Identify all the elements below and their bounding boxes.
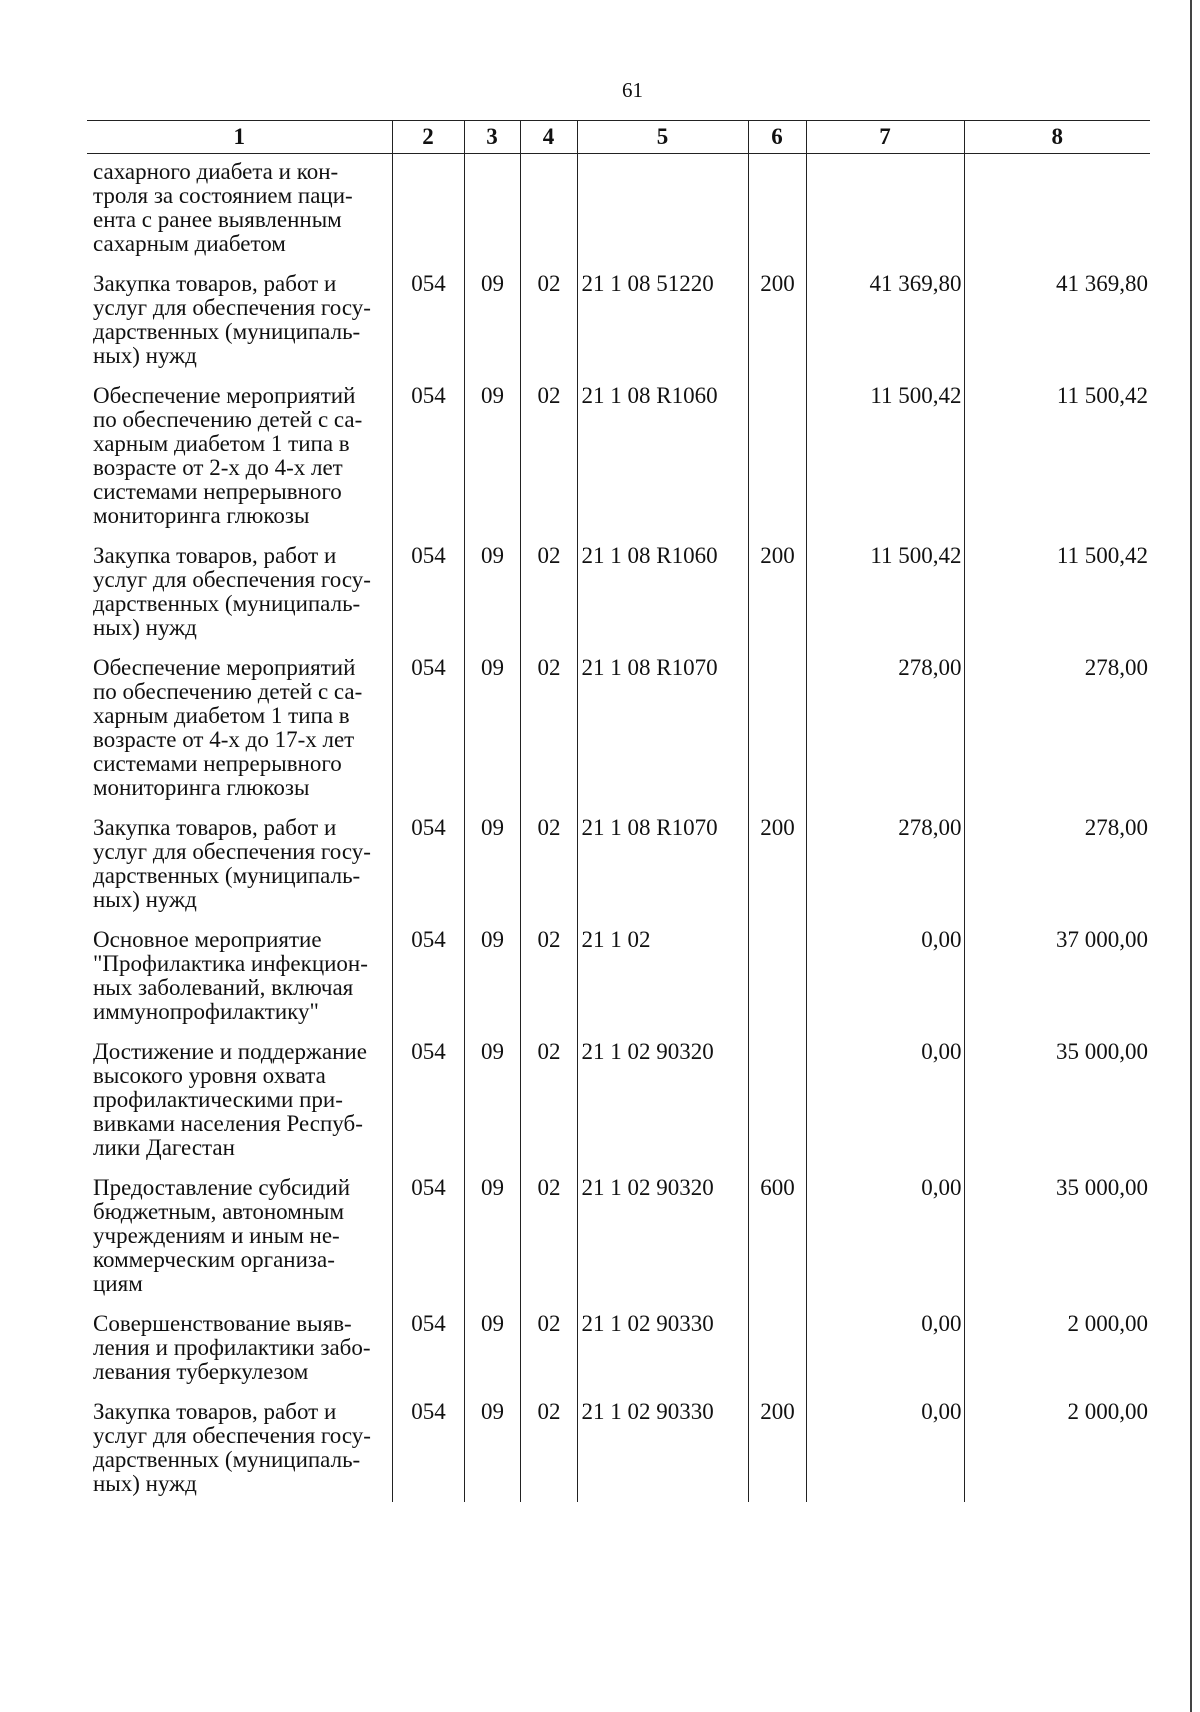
expense-type-code-cell: 200 xyxy=(748,1390,806,1502)
ministry-code-cell: 054 xyxy=(392,262,464,374)
subsection-code-cell: 02 xyxy=(520,1390,577,1502)
expense-type-code-cell xyxy=(748,1302,806,1390)
expense-type-code-cell xyxy=(748,918,806,1030)
subsection-code-cell: 02 xyxy=(520,534,577,646)
table-row xyxy=(87,918,1150,1030)
target-article-code-cell: 21 1 02 xyxy=(577,918,748,1030)
table-row xyxy=(87,262,1150,374)
scan-edge-line xyxy=(1190,0,1192,1712)
target-article-code-cell: 21 1 08 51220 xyxy=(577,262,748,374)
column-header: 7 xyxy=(806,121,964,154)
table-row xyxy=(87,1390,1150,1502)
table-row xyxy=(87,534,1150,646)
expense-type-code-cell xyxy=(748,374,806,534)
target-article-code-cell: 21 1 08 R1060 xyxy=(577,534,748,646)
subsection-code-cell: 02 xyxy=(520,1030,577,1166)
amount-year-1-cell: 41 369,80 xyxy=(806,262,964,374)
expense-type-code-cell: 600 xyxy=(748,1166,806,1302)
table-row xyxy=(87,154,1150,263)
target-article-code-cell: 21 1 02 90330 xyxy=(577,1302,748,1390)
ministry-code-cell xyxy=(392,154,464,263)
target-article-code-cell: 21 1 08 R1070 xyxy=(577,646,748,806)
amount-year-1-cell: 0,00 xyxy=(806,1390,964,1502)
column-header: 4 xyxy=(520,121,577,154)
table-row xyxy=(87,646,1150,806)
row-description-cell: Закупка товаров, работ и услуг для обеспечения госу- дарственных (муниципаль- ных) нужд xyxy=(93,543,371,640)
subsection-code-cell: 02 xyxy=(520,646,577,806)
section-code-cell: 09 xyxy=(464,646,520,806)
target-article-code-cell: 21 1 08 R1070 xyxy=(577,806,748,918)
row-description-cell: Закупка товаров, работ и услуг для обеспечения госу- дарственных (муниципаль- ных) нужд xyxy=(93,815,371,912)
amount-year-1-cell: 0,00 xyxy=(806,1166,964,1302)
budget-table xyxy=(87,120,1150,1502)
amount-year-1-cell xyxy=(806,154,964,263)
column-header: 1 xyxy=(87,121,392,154)
expense-type-code-cell: 200 xyxy=(748,806,806,918)
row-description-cell: Обеспечение мероприятий по обеспечению детей с са- харным диабетом 1 типа в возрасте от 2-х до 4-х лет системами непрерывного мониторинга глюкозы xyxy=(93,383,363,528)
amount-year-2-cell: 37 000,00 xyxy=(964,918,1150,1030)
expense-type-code-cell: 200 xyxy=(748,534,806,646)
section-code-cell: 09 xyxy=(464,806,520,918)
expense-type-code-cell xyxy=(748,1030,806,1166)
target-article-code-cell xyxy=(577,154,748,263)
row-description-cell: Закупка товаров, работ и услуг для обеспечения госу- дарственных (муниципаль- ных) нужд xyxy=(93,1399,371,1496)
section-code-cell: 09 xyxy=(464,1030,520,1166)
page-number: 61 xyxy=(622,78,643,102)
amount-year-2-cell xyxy=(964,154,1150,263)
amount-year-1-cell: 11 500,42 xyxy=(806,534,964,646)
section-code-cell: 09 xyxy=(464,918,520,1030)
amount-year-2-cell: 35 000,00 xyxy=(964,1166,1150,1302)
section-code-cell: 09 xyxy=(464,374,520,534)
ministry-code-cell: 054 xyxy=(392,1302,464,1390)
subsection-code-cell: 02 xyxy=(520,1302,577,1390)
table-header-row xyxy=(87,121,1150,154)
amount-year-1-cell: 278,00 xyxy=(806,806,964,918)
amount-year-1-cell: 0,00 xyxy=(806,1030,964,1166)
section-code-cell xyxy=(464,154,520,263)
row-description-cell: Предоставление субсидий бюджетным, автономным учреждениям и иным не- коммерческим организа- циям xyxy=(93,1175,350,1296)
amount-year-1-cell: 0,00 xyxy=(806,1302,964,1390)
ministry-code-cell: 054 xyxy=(392,534,464,646)
ministry-code-cell: 054 xyxy=(392,1390,464,1502)
table-body xyxy=(87,154,1150,1503)
subsection-code-cell: 02 xyxy=(520,1166,577,1302)
row-description-cell: Совершенствование выяв- ления и профилактики забо- левания туберкулезом xyxy=(93,1311,371,1384)
section-code-cell: 09 xyxy=(464,262,520,374)
row-description-cell: Обеспечение мероприятий по обеспечению детей с са- харным диабетом 1 типа в возрасте от 4-х до 17-х лет системами непрерывного мониторинга глюкозы xyxy=(93,655,363,800)
amount-year-2-cell: 41 369,80 xyxy=(964,262,1150,374)
section-code-cell: 09 xyxy=(464,1166,520,1302)
amount-year-1-cell: 0,00 xyxy=(806,918,964,1030)
table-row xyxy=(87,1302,1150,1390)
amount-year-2-cell: 278,00 xyxy=(964,806,1150,918)
amount-year-2-cell: 278,00 xyxy=(964,646,1150,806)
target-article-code-cell: 21 1 08 R1060 xyxy=(577,374,748,534)
column-header: 6 xyxy=(748,121,806,154)
subsection-code-cell xyxy=(520,154,577,263)
table-row xyxy=(87,806,1150,918)
subsection-code-cell: 02 xyxy=(520,374,577,534)
target-article-code-cell: 21 1 02 90320 xyxy=(577,1030,748,1166)
section-code-cell: 09 xyxy=(464,1302,520,1390)
ministry-code-cell: 054 xyxy=(392,1030,464,1166)
row-description-cell: Достижение и поддержание высокого уровня охвата профилактическими при- вивками населения Респуб- лики Дагестан xyxy=(93,1039,367,1160)
row-description-cell: сахарного диабета и кон- троля за состоянием паци- ента с ранее выявленным сахарным диабетом xyxy=(93,159,353,256)
table-row xyxy=(87,1166,1150,1302)
amount-year-2-cell: 2 000,00 xyxy=(964,1302,1150,1390)
amount-year-2-cell: 11 500,42 xyxy=(964,534,1150,646)
amount-year-2-cell: 11 500,42 xyxy=(964,374,1150,534)
amount-year-2-cell: 2 000,00 xyxy=(964,1390,1150,1502)
table-row xyxy=(87,1030,1150,1166)
subsection-code-cell: 02 xyxy=(520,262,577,374)
amount-year-1-cell: 11 500,42 xyxy=(806,374,964,534)
section-code-cell: 09 xyxy=(464,534,520,646)
amount-year-1-cell: 278,00 xyxy=(806,646,964,806)
subsection-code-cell: 02 xyxy=(520,918,577,1030)
ministry-code-cell: 054 xyxy=(392,374,464,534)
expense-type-code-cell xyxy=(748,646,806,806)
amount-year-2-cell: 35 000,00 xyxy=(964,1030,1150,1166)
target-article-code-cell: 21 1 02 90330 xyxy=(577,1390,748,1502)
subsection-code-cell: 02 xyxy=(520,806,577,918)
ministry-code-cell: 054 xyxy=(392,806,464,918)
target-article-code-cell: 21 1 02 90320 xyxy=(577,1166,748,1302)
row-description-cell: Основное мероприятие "Профилактика инфекцион- ных заболеваний, включая иммунопрофилактику" xyxy=(93,927,368,1024)
expense-type-code-cell xyxy=(748,154,806,263)
ministry-code-cell: 054 xyxy=(392,646,464,806)
expense-type-code-cell: 200 xyxy=(748,262,806,374)
table-row xyxy=(87,374,1150,534)
ministry-code-cell: 054 xyxy=(392,1166,464,1302)
column-header: 8 xyxy=(964,121,1150,154)
column-header: 3 xyxy=(464,121,520,154)
ministry-code-cell: 054 xyxy=(392,918,464,1030)
column-header: 5 xyxy=(577,121,748,154)
row-description-cell: Закупка товаров, работ и услуг для обеспечения госу- дарственных (муниципаль- ных) нужд xyxy=(93,271,371,368)
column-header: 2 xyxy=(392,121,464,154)
section-code-cell: 09 xyxy=(464,1390,520,1502)
